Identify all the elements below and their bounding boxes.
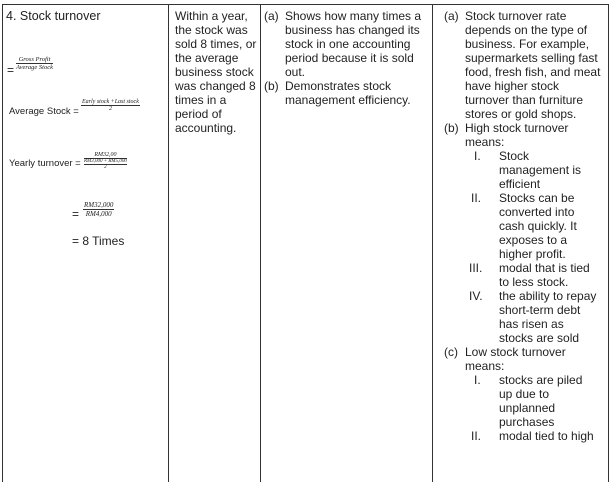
notes-b-sub-2 [465, 191, 605, 261]
formula4-numerator: RM32,000 [84, 201, 114, 209]
notes-b-sub-1 [465, 149, 605, 191]
notes-b-sub-1-marker: I. [474, 149, 481, 163]
notes-b-sub-2-marker: II. [471, 191, 482, 205]
purpose-item-a-text: Shows how many times a business has changed its stock in one accounting period because it is sold out. [285, 9, 422, 79]
notes-item-a-marker: (a) [444, 9, 459, 23]
notes-item-c-text: Low stock turnover means: [465, 345, 566, 373]
formula3-fraction [84, 152, 127, 170]
purpose-item-b-marker: (b) [264, 79, 279, 93]
notes-b-sub-3 [465, 261, 605, 289]
notes-b-sub-3-marker: III. [469, 261, 483, 275]
formula3-label: Yearly turnover = [9, 158, 81, 169]
formula2-label: Average Stock = [9, 106, 79, 117]
notes-c-sub-2-text: modal tied to high [499, 429, 594, 443]
purpose-list [264, 9, 425, 107]
formula3-inner-numerator: RM3,000 + RM5,000 [84, 159, 127, 164]
formula2-fraction [81, 99, 140, 112]
notes-c-sub-2-marker: II. [471, 429, 482, 443]
formula4-denominator: RM4,000 [85, 210, 112, 218]
formula1-prefix: = [7, 63, 15, 77]
notes-list [444, 9, 605, 443]
notes-item-c-marker: (c) [444, 345, 458, 359]
notes-item-b-text: High stock turnover means: [465, 121, 569, 149]
notes-item-a [444, 9, 605, 121]
notes-item-c [444, 345, 605, 373]
formula1-fraction [16, 56, 53, 71]
notes-b-sub-4 [465, 289, 605, 345]
notes-item-a-text: Stock turnover rate depends on the type of business. For example, supermarkets selling fast food, fresh fish, and meat have higher stock turnover than furniture stores or gold shops. [465, 9, 601, 121]
formula3-numerator: RM32,00 [84, 152, 127, 159]
formula1-numerator: Gross Profit [16, 56, 53, 64]
purpose-item-b [264, 79, 425, 107]
formula4-fraction [83, 201, 114, 218]
notes-b-sub-4-text: the ability to repay short-term debt has risen as stocks are sold [499, 289, 597, 345]
notes-b-sub-1-text: Stock management is efficient [499, 149, 582, 191]
notes-c-sub-1-text: stocks are piled up due to unplanned purchases [499, 373, 583, 429]
formula4-prefix: = [72, 207, 80, 221]
purpose-item-b-text: Demonstrates stock management efficiency. [285, 79, 411, 107]
purpose-item-a [264, 9, 425, 79]
formula3-inner-denominator: 2 [104, 165, 107, 170]
formula2-denominator: 2 [108, 106, 112, 112]
formula2-numerator: Early stock +Last stock [82, 99, 139, 105]
notes-b-sub-3-text: modal that is tied to less stock. [499, 261, 590, 289]
notes-item-b-marker: (b) [444, 121, 459, 135]
notes-b-sub-4-marker: IV. [469, 289, 483, 303]
topic-heading: 4. Stock turnover [6, 9, 101, 23]
formula1-denominator: Average Stock [16, 64, 53, 71]
purpose-item-a-marker: (a) [264, 9, 279, 23]
notes-c-sub-1-marker: I. [474, 373, 481, 387]
explanation-text: Within a year, the stock was sold 8 times, or the average business stock was changed 8 times in a period of accounting. [175, 9, 257, 135]
notes-b-sub-2-text: Stocks can be converted into cash quickly. It exposes to a higher profit. [499, 191, 577, 261]
notes-item-b [444, 121, 605, 149]
notes-c-sub-1 [465, 373, 605, 429]
notes-c-sub-2 [465, 429, 605, 443]
formula-result: = 8 Times [72, 234, 125, 248]
